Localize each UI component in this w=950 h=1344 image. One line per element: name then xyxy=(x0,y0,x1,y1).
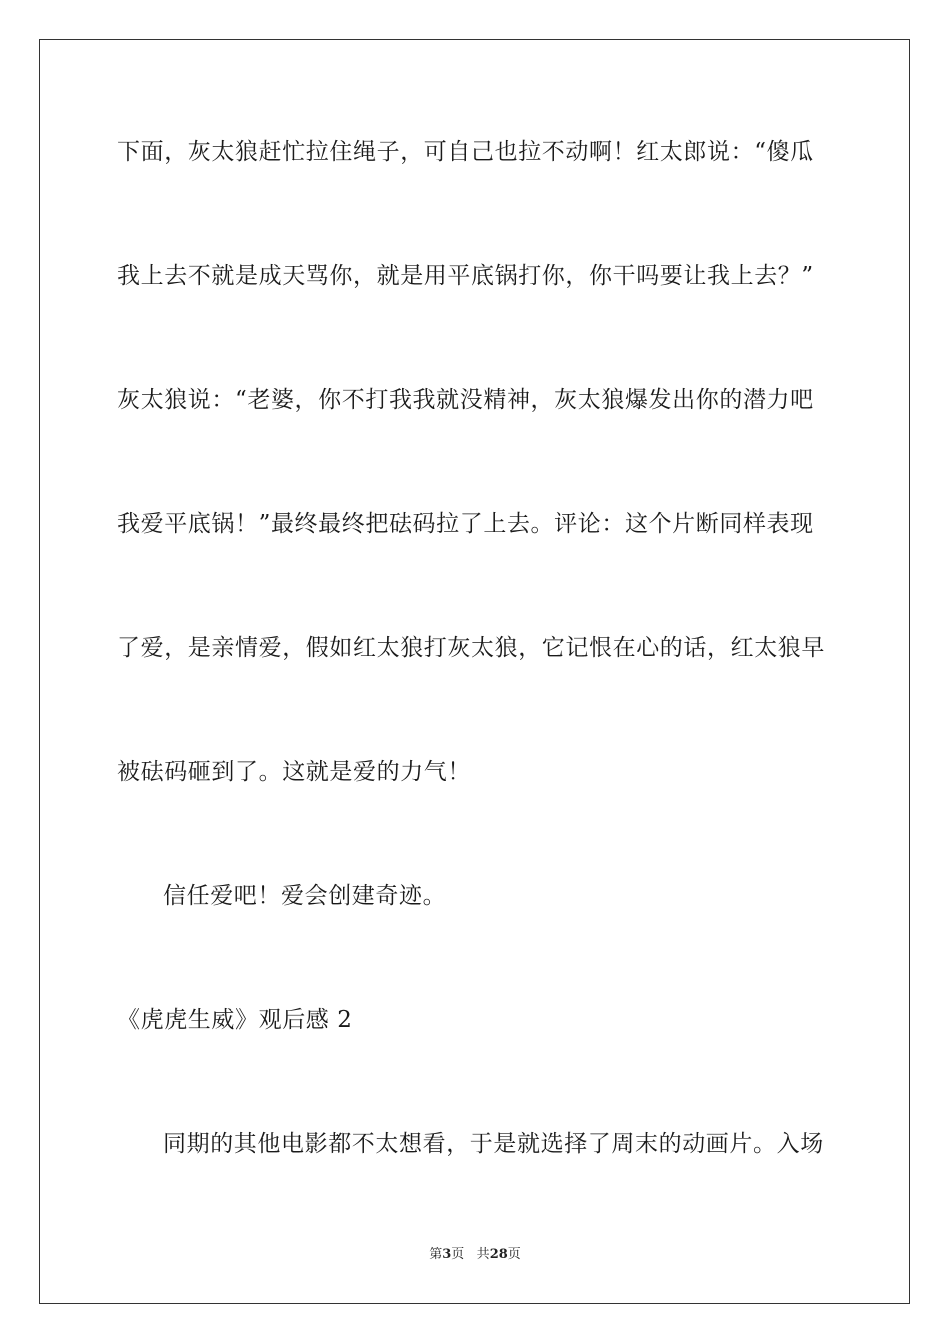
section-heading: 《虎虎生威》观后感 2 xyxy=(117,1007,353,1033)
page-label-suffix: 页 xyxy=(451,1247,465,1262)
total-label-prefix: 共 xyxy=(476,1247,490,1262)
body-text-line-5: 了爱，是亲情爱，假如红太狼打灰太狼，它记恨在心的话，红太狼早 xyxy=(117,635,825,661)
total-pages-number: 28 xyxy=(489,1247,508,1262)
page-border xyxy=(39,39,910,1304)
body-text-line-1: 下面，灰太狼赶忙拉住绳子，可自己也拉不动啊！红太郎说：“傻瓜 xyxy=(117,139,814,165)
page-label-prefix: 第 xyxy=(429,1247,443,1262)
paragraph-line-trust-love: 信任爱吧！爱会创建奇迹。 xyxy=(163,883,447,909)
body-text-line-4: 我爱平底锅！”最终最终把砝码拉了上去。评论：这个片断同样表现 xyxy=(117,511,814,537)
body-text-line-6: 被砝码砸到了。这就是爱的力气！ xyxy=(117,759,471,785)
paragraph-line-section-start: 同期的其他电影都不太想看，于是就选择了周末的动画片。入场 xyxy=(163,1131,824,1157)
page-footer xyxy=(0,1246,950,1264)
total-label-suffix: 页 xyxy=(507,1247,521,1262)
current-page-number: 3 xyxy=(442,1247,452,1262)
body-text-line-3: 灰太狼说：“老婆，你不打我我就没精神，灰太狼爆发出你的潜力吧 xyxy=(117,387,814,413)
body-text-line-2: 我上去不就是成天骂你，就是用平底锅打你，你干吗要让我上去？” xyxy=(117,263,814,289)
